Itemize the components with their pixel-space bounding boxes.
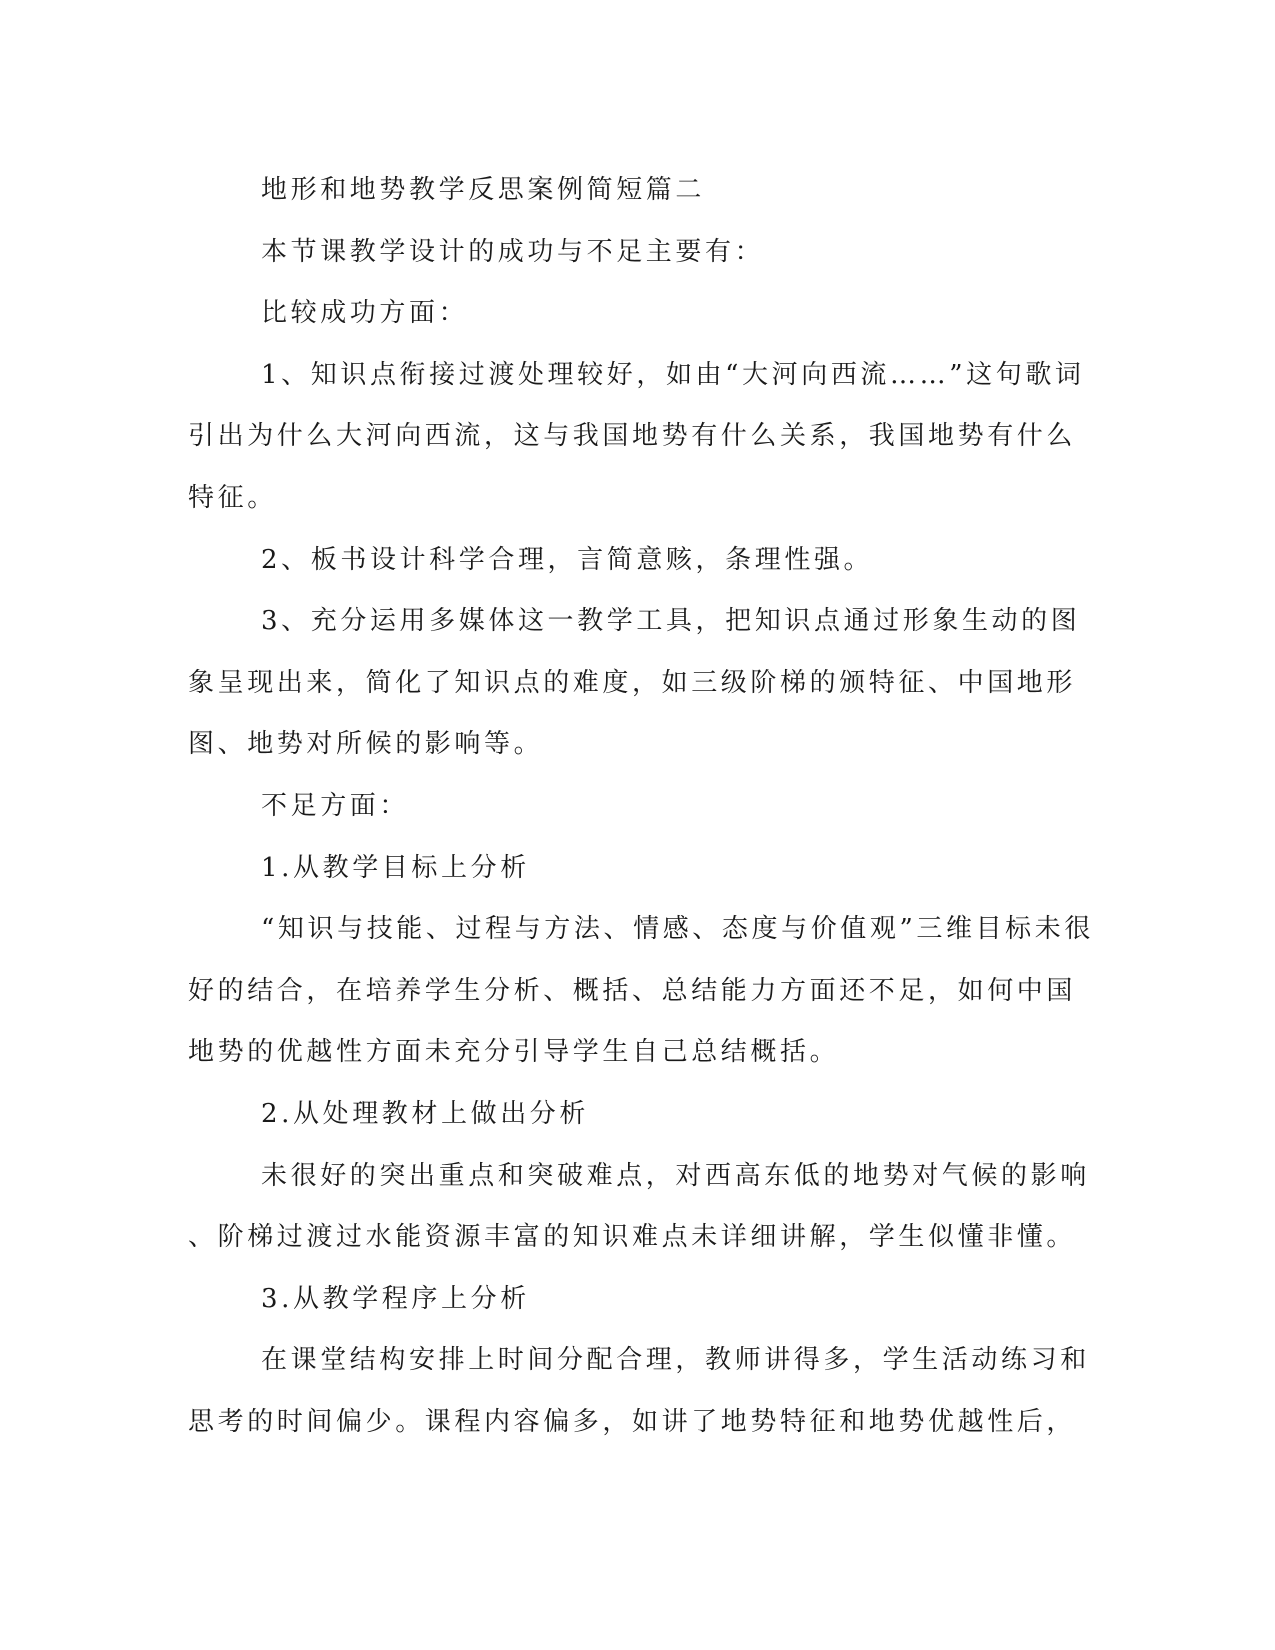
paragraph-line: 3、充分运用多媒体这一教学工具，把知识点通过形象生动的图 xyxy=(261,606,1081,637)
paragraph-line: 好的结合，在培养学生分析、概括、总结能力方面还不足，如何中国 xyxy=(188,975,1077,1006)
paragraph-line: 在课堂结构安排上时间分配合理，教师讲得多，学生活动练习和 xyxy=(261,1345,1090,1376)
paragraph-line: 、阶梯过渡过水能资源丰富的知识难点未详细讲解，学生似懂非懂。 xyxy=(188,1222,1077,1253)
paragraph-line: 地势的优越性方面未充分引导学生自己总结概括。 xyxy=(188,1037,840,1068)
section-heading-weaknesses: 不足方面： xyxy=(261,790,410,821)
paragraph-line: 思考的时间偏少。课程内容偏多，如讲了地势特征和地势优越性后， xyxy=(188,1406,1077,1437)
paragraph-line: 象呈现出来，简化了知识点的难度，如三级阶梯的颁特征、中国地形 xyxy=(188,667,1077,698)
paragraph-line: 引出为什么大河向西流，这与我国地势有什么关系，我国地势有什么 xyxy=(188,421,1077,452)
paragraph-intro: 本节课教学设计的成功与不足主要有： xyxy=(261,236,765,267)
paragraph-line: 图、地势对所候的影响等。 xyxy=(188,729,544,760)
paragraph-line: 1、知识点衔接过渡处理较好，如由“大河向西流……”这句歌词 xyxy=(261,359,1085,390)
paragraph-line: 2、板书设计科学合理，言简意赅，条理性强。 xyxy=(261,544,874,575)
subheading-materials: 2.从处理教材上做出分析 xyxy=(261,1098,590,1129)
section-heading-strengths: 比较成功方面： xyxy=(261,298,469,329)
paragraph-line: 特征。 xyxy=(188,482,277,513)
document-title: 地形和地势教学反思案例简短篇二 xyxy=(261,175,706,205)
subheading-procedure: 3.从教学程序上分析 xyxy=(261,1283,530,1314)
paragraph-line: 未很好的突出重点和突破难点，对西高东低的地势对气候的影响 xyxy=(261,1160,1090,1191)
paragraph-line: “知识与技能、过程与方法、情感、态度与价值观”三维目标未很 xyxy=(261,914,1094,945)
document-page xyxy=(188,160,1094,1453)
subheading-goals: 1.从教学目标上分析 xyxy=(261,852,530,883)
